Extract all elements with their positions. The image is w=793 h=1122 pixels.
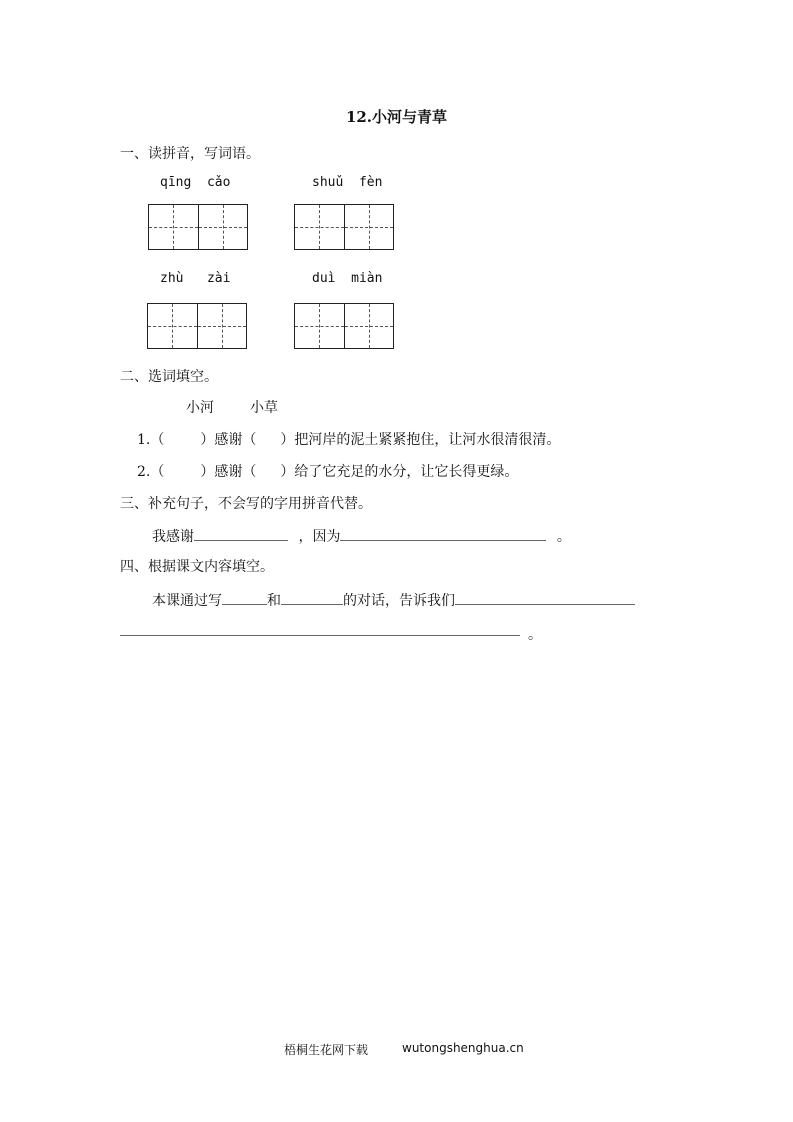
open-paren: （ [150, 464, 165, 480]
writing-box[interactable] [294, 204, 394, 250]
writing-cell[interactable] [198, 205, 248, 249]
footer-text: 梧桐生花网下载 [284, 1043, 369, 1057]
open-paren: （ [150, 432, 165, 448]
pinyin-label: qīng cǎo [160, 175, 231, 190]
question-number: 2. [137, 464, 151, 480]
question-1 [137, 429, 560, 449]
writing-box[interactable] [294, 303, 394, 349]
question-text: ）把河岸的泥土紧紧抱住，让河水很清很清。 [280, 432, 561, 448]
section-3-heading: 三、补充句子，不会写的字用拼音代替。 [120, 496, 372, 512]
fill-line[interactable] [222, 590, 267, 605]
writing-cell[interactable] [295, 304, 344, 348]
section-1-heading: 一、读拼音，写词语。 [120, 146, 260, 162]
question-text: ）感谢（ [200, 432, 257, 448]
section-4-heading: 四、根据课文内容填空。 [120, 559, 274, 575]
pinyin-label: duì miàn [312, 271, 383, 286]
writing-box[interactable] [148, 204, 248, 250]
word-option: 小河 [186, 400, 214, 416]
writing-cell[interactable] [344, 304, 394, 348]
section-2-heading: 二、选词填空。 [120, 369, 218, 385]
summary-text: 的对话，告诉我们 [343, 593, 455, 609]
sentence-text: 我感谢 [152, 529, 194, 545]
fill-line[interactable] [281, 590, 343, 605]
writing-cell[interactable] [149, 205, 198, 249]
summary-text: 本课通过写 [152, 593, 222, 609]
fill-line[interactable] [455, 590, 635, 605]
sentence-text: ，因为 [298, 529, 341, 545]
pinyin-label: zhù zài [160, 271, 231, 286]
summary-line-1 [152, 590, 635, 610]
summary-end: 。 [528, 627, 542, 643]
writing-box[interactable] [147, 303, 247, 349]
fill-line[interactable] [194, 526, 288, 541]
sentence-completion [152, 526, 571, 546]
writing-cell[interactable] [295, 205, 344, 249]
page-title: 12.小河与青草 [345, 108, 448, 126]
sentence-end: 。 [556, 529, 571, 545]
word-option: 小草 [250, 400, 278, 416]
writing-cell[interactable] [197, 304, 247, 348]
writing-cell[interactable] [148, 304, 197, 348]
footer-url[interactable]: wutongshenghua.cn [402, 1041, 524, 1055]
fill-line[interactable] [120, 635, 520, 636]
question-number: 1. [137, 432, 151, 448]
writing-cell[interactable] [344, 205, 394, 249]
pinyin-label: shuǔ fèn [312, 175, 383, 190]
question-text: ）给了它充足的水分，让它长得更绿。 [280, 464, 519, 480]
summary-text: 和 [267, 593, 281, 609]
question-2 [137, 461, 518, 481]
fill-line[interactable] [340, 526, 546, 541]
question-text: ）感谢（ [200, 464, 257, 480]
